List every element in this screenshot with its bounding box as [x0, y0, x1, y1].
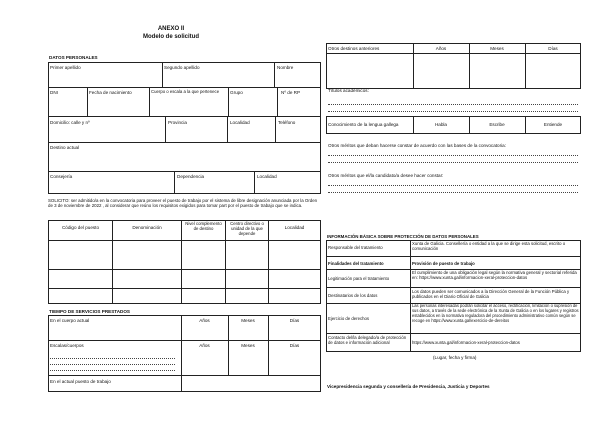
birthdate-label: Fecha de nacimiento [89, 90, 132, 95]
otros-destinos-anos: Años [435, 46, 447, 51]
domicilio-label: Domicilio: calle y nº [50, 120, 90, 125]
prot-responsable-label: Responsable del tratamiento [328, 245, 383, 250]
cuerpo-label: Cuerpo o escala a la que pertenece [151, 89, 220, 94]
prot-responsable-value: Xunta de Galicia. Consellería o entidad a la que se dirige esta solicitud, escrito o comunicación [412, 241, 566, 251]
dependencia-label: Dependencia [177, 174, 205, 179]
grupo-label: Grupo [230, 90, 243, 95]
tiempo-row-actual: En el cuerpo actual [50, 318, 90, 323]
puesto-table [48, 220, 321, 304]
th-nivel: Nivel complemento de destino [185, 221, 222, 231]
lengua-escribe: Escribe [489, 122, 505, 127]
destinatario-footer: Vicepresidencia segunda y consellería de Presidencia, Justicia y Deportes [327, 384, 490, 389]
tiempo-row-escalas: Escalas/cuerpos [50, 343, 84, 348]
tiempo-escalas-meses: Meses [241, 343, 255, 348]
prot-finalidades-value: Provisión de puesto de trabajo [412, 261, 475, 266]
otros-destinos-label: Otros destinos anteriores [328, 46, 380, 51]
tiempo-title: TIEMPO DE SERVICIOS PRESTADOS [49, 309, 131, 314]
prot-contacto-value: https://www.xunta.gal/informacion-xeral-proteccion-datos [412, 340, 520, 345]
tiempo-actual-anos: Años [199, 318, 210, 323]
nombre-label: Nombre [277, 65, 294, 70]
lengua-habla: Habla [434, 122, 447, 127]
titulos-label: Títulos académicos: [328, 88, 369, 93]
th-denominacion: Denominación [132, 225, 162, 230]
form-title: Modelo de solicitud [142, 34, 199, 40]
prot-destinatarios-label: Destinatarios de los datos [328, 293, 378, 298]
tiempo-escalas-dias: Días [289, 343, 300, 348]
tiempo-escalas-anos: Años [199, 343, 210, 348]
provincia-label: Provincia [168, 120, 187, 125]
meritos-valorar-label: Otros méritos que deban hacerse constar de acuerdo con las bases de la convocatoria: [328, 143, 506, 148]
prot-derechos-label: Ejercicio de derechos [328, 316, 370, 321]
prot-contacto-label: Contacto del/la delegado/a de protección de datos e información adicional [328, 335, 407, 345]
proteccion-title: INFORMACIÓN BÁSICA SOBRE PROTECCIÓN DE DATOS PERSONALES [327, 234, 479, 239]
telefono-label: Teléfono [278, 120, 296, 125]
lengua-entiende: Entiende [543, 122, 563, 127]
segundo-apellido-label: Segundo apellido [164, 65, 200, 70]
consejeria-label: Consejería [50, 174, 73, 179]
otros-destinos-dias: Días [548, 46, 558, 51]
tiempo-actual-dias: Días [289, 318, 300, 323]
prot-legitimacion-label: Legitimación para el tratamiento [328, 276, 390, 281]
otros-destinos-meses: Meses [490, 46, 504, 51]
tiempo-row-puesto: En el actual puesto de trabajo [50, 379, 111, 384]
personal-data-title: DATOS PERSONALES [49, 55, 98, 60]
destino-actual-label: Destino actual [50, 145, 80, 150]
nrp-label: Nº de RP [281, 90, 301, 95]
th-localidad: Localidad [284, 225, 305, 230]
prot-legitimacion-value: El cumplimiento de una obligación legal según la normativa general y sectorial referida en: https://www.xunta.gal/informacion-xeral-proteccion-datos [412, 270, 577, 280]
prot-destinatarios-value: Los datos pueden ser comunicados a la Dirección General de la Función Pública y publicados en el Diario Oficial de Galicia [412, 289, 570, 299]
lugar-fecha-firma: (Lugar, fecha y firma) [433, 355, 477, 360]
dni-label: DNI [50, 90, 58, 95]
meritos-otros-label: Otros méritos que el/la candidato/a desee hacer constar: [328, 173, 444, 178]
localidad2-label: Localidad [257, 174, 277, 179]
prot-finalidades-label: Finalidades del tratamiento [328, 261, 384, 266]
solicito-text: SOLICITO: ser admitido/a en la convocatoria para proveer el puesto de trabajo por el sistema de libre designación anunciada por la Orden de 3 de noviembre de 2022 , al considerar que reúno los requisitos exigidos para tomar part por el puesto de trabajo que se indica. [48, 198, 318, 209]
localidad-label: Localidad [230, 120, 250, 125]
primer-apellido-label: Primer apellido [50, 65, 81, 70]
th-codigo: Código del puesto [61, 225, 100, 230]
th-centro: Centro directivo o unidad de la que depende [230, 221, 264, 236]
prot-derechos-value: Las personas interesadas podrán solicitar el acceso, rectificación, limitación o supresión de sus datos, a través de la sede electrónica de la Xunta de Galicia o en los lugares y registros establecidos en la normativa reguladora del procedimiento administrativo común según se recoge en https://www.xunta.gal/exercicio-de-dereitos [412, 303, 579, 323]
tiempo-actual-meses: Meses [241, 318, 255, 323]
lengua-label: Conocimiento de la lengua gallega [328, 122, 399, 127]
annex-title: ANEXO II [157, 26, 185, 32]
